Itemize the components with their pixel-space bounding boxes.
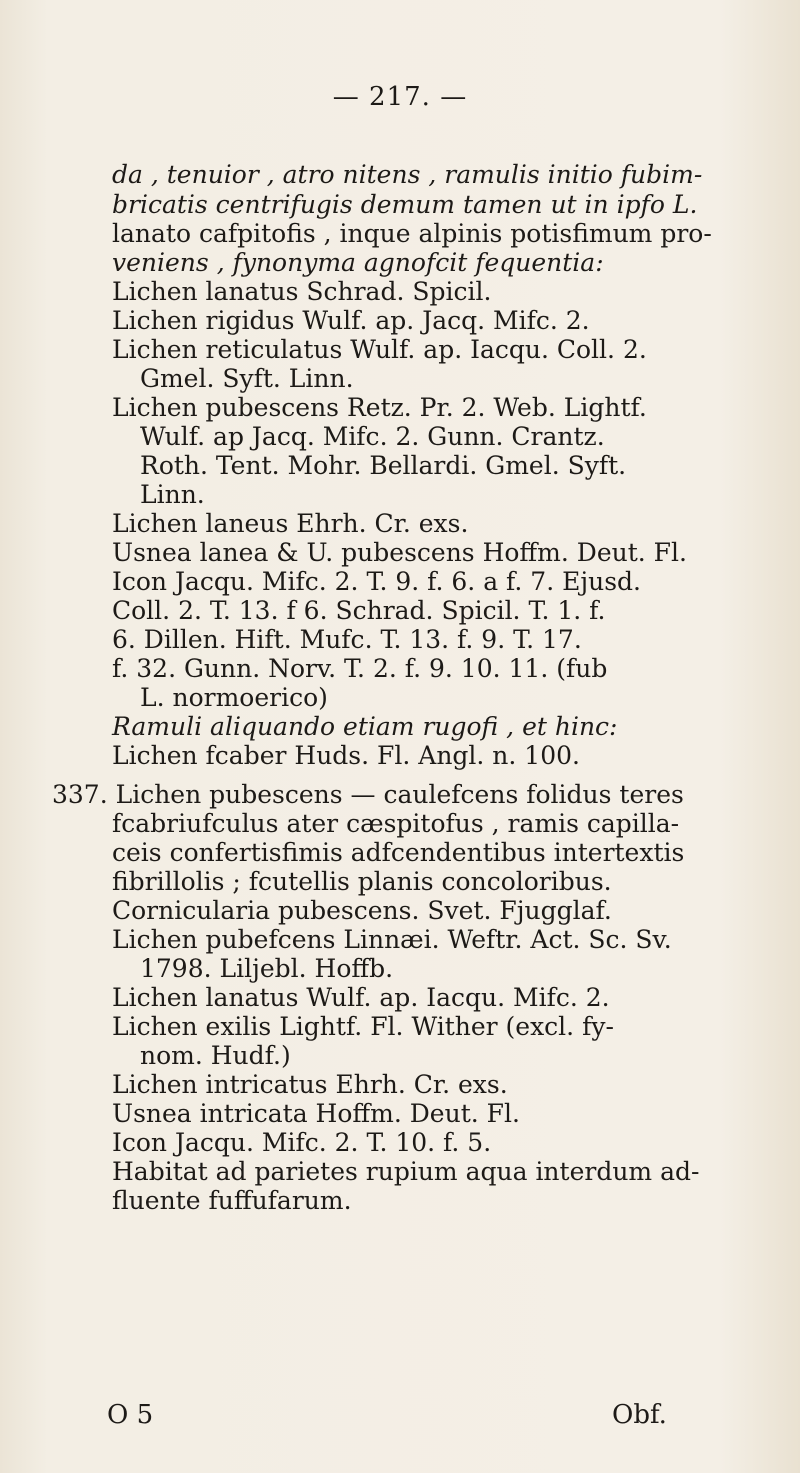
text-line: Lichen exilis Lightf. Fl. Wither (excl. fy- xyxy=(112,1012,614,1041)
text-line: Icon Jacqu. Mifc. 2. T. 10. f. 5. xyxy=(112,1128,492,1157)
text-line: Lichen lanatus Wulf. ap. Iacqu. Mifc. 2. xyxy=(112,983,610,1012)
text-line: Gmel. Syft. Linn. xyxy=(140,364,354,393)
text-line: Lichen fcaber Huds. Fl. Angl. n. 100. xyxy=(112,741,580,770)
text-line: Cornicularia pubescens. Svet. Fjugglaf. xyxy=(112,896,612,925)
text-line: lanato cafpitofis , inque alpinis potisfimum pro- xyxy=(112,219,712,248)
text-line: f. 32. Gunn. Norv. T. 2. f. 9. 10. 11. (fub xyxy=(112,654,608,683)
text-line: Lichen pubefcens Linnæi. Weftr. Act. Sc. Sv. xyxy=(112,925,672,954)
page-number: — 217. — xyxy=(332,82,468,112)
text-line: fibrillolis ; fcutellis planis concoloribus. xyxy=(112,867,612,896)
text-line: veniens , fynonyma agnofcit fequentia: xyxy=(112,248,604,277)
text-line: Icon Jacqu. Mifc. 2. T. 9. f. 6. a f. 7. Ejusd. xyxy=(112,567,641,596)
text-line: Lichen pubescens Retz. Pr. 2. Web. Lightf. xyxy=(112,393,647,422)
text-line: Ramuli aliquando etiam rugofi , et hinc: xyxy=(112,712,618,741)
text-line: Linn. xyxy=(140,480,205,509)
text-line: Lichen intricatus Ehrh. Cr. exs. xyxy=(112,1070,508,1099)
text-line: 337. Lichen pubescens — caulefcens folidus teres xyxy=(52,780,684,809)
text-line: bricatis centrifugis demum tamen ut in ipfo L. xyxy=(112,190,698,219)
signature-mark: O 5 xyxy=(107,1400,154,1430)
text-line: 6. Dillen. Hift. Mufc. T. 13. f. 9. T. 17. xyxy=(112,625,582,654)
text-line: Lichen lanatus Schrad. Spicil. xyxy=(112,277,492,306)
text-line: fcabriufculus ater cæspitofus , ramis capilla- xyxy=(112,809,680,838)
text-line: Lichen reticulatus Wulf. ap. Iacqu. Coll. 2. xyxy=(112,335,647,364)
text-line: fluente fuffufarum. xyxy=(112,1186,352,1215)
text-line: Habitat ad parietes rupium aqua interdum ad- xyxy=(112,1157,700,1186)
text-line: Lichen rigidus Wulf. ap. Jacq. Mifc. 2. xyxy=(112,306,590,335)
text-line: Usnea intricata Hoffm. Deut. Fl. xyxy=(112,1099,520,1128)
text-line: L. normoerico) xyxy=(140,683,328,712)
text-line: Roth. Tent. Mohr. Bellardi. Gmel. Syft. xyxy=(140,451,627,480)
text-line: Coll. 2. T. 13. f 6. Schrad. Spicil. T. 1. f. xyxy=(112,596,606,625)
catchword: Obf. xyxy=(612,1400,667,1430)
text-line: ceis confertisfimis adfcendentibus intertextis xyxy=(112,838,685,867)
text-line: Wulf. ap Jacq. Mifc. 2. Gunn. Crantz. xyxy=(140,422,605,451)
text-line: Lichen laneus Ehrh. Cr. exs. xyxy=(112,509,469,538)
text-line: da , tenuior , atro nitens , ramulis initio fubim- xyxy=(112,160,703,189)
text-line: nom. Hudf.) xyxy=(140,1041,291,1070)
text-line: 1798. Liljebl. Hoffb. xyxy=(140,954,394,983)
text-line: Usnea lanea & U. pubescens Hoffm. Deut. Fl. xyxy=(112,538,687,567)
